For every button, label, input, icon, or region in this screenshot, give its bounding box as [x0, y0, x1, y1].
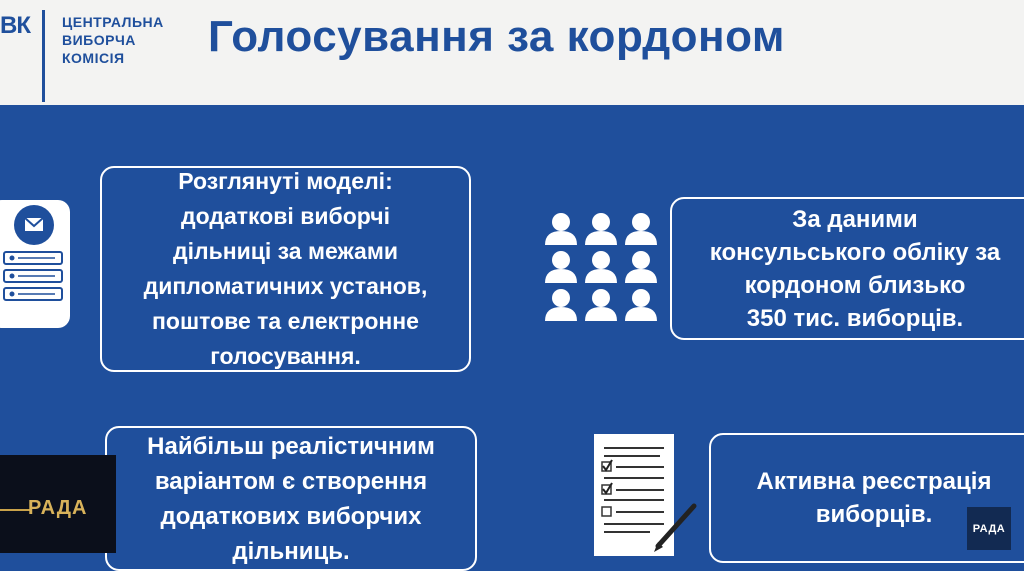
people-group-icon — [543, 212, 661, 324]
rada-channel-logo-right: РАДА — [967, 507, 1011, 550]
card-line: консульського обліку за — [709, 238, 1001, 266]
rada-logo-line — [0, 509, 30, 511]
card-line: За даними — [792, 205, 918, 233]
card-line: Активна реєстрація — [756, 468, 992, 495]
cvk-logo-abbr: ВК — [0, 12, 30, 39]
mobile-mail-icon — [0, 195, 80, 335]
card-line: дипломатичних установ, — [143, 273, 428, 299]
card-line: Розглянуті моделі: — [178, 168, 393, 194]
info-card-models — [100, 166, 471, 372]
rada-logo-text: РАДА — [28, 497, 88, 519]
logo-divider — [42, 10, 45, 102]
cvk-logo-text — [62, 13, 164, 67]
header — [0, 0, 1024, 105]
rada-channel-logo-left — [0, 455, 116, 553]
card-line: варіантом є створення — [154, 467, 428, 495]
card-line: дільниць. — [232, 537, 350, 565]
card-line: додаткових виборчих — [160, 502, 422, 530]
info-card-realistic-option — [105, 426, 477, 571]
page-title: Голосування за кордоном — [208, 12, 785, 61]
logo-line: ЦЕНТРАЛЬНА — [62, 14, 164, 30]
card-line: 350 тис. виборців. — [746, 304, 964, 332]
card-line: дільниці за межами — [172, 238, 399, 264]
logo-line: ВИБОРЧА — [62, 32, 136, 48]
info-card-consular-registry — [670, 197, 1024, 340]
card-line: поштове та електронне — [152, 308, 419, 334]
card-line: кордоном близько — [744, 271, 966, 299]
card-line: Найбільш реалістичним — [147, 432, 435, 460]
checklist-pen-icon — [590, 430, 700, 560]
card-line: голосування. — [210, 343, 361, 369]
card-line: виборців. — [815, 501, 933, 528]
card-line: додаткові виборчі — [181, 203, 390, 229]
logo-line: КОМІСІЯ — [62, 50, 125, 66]
